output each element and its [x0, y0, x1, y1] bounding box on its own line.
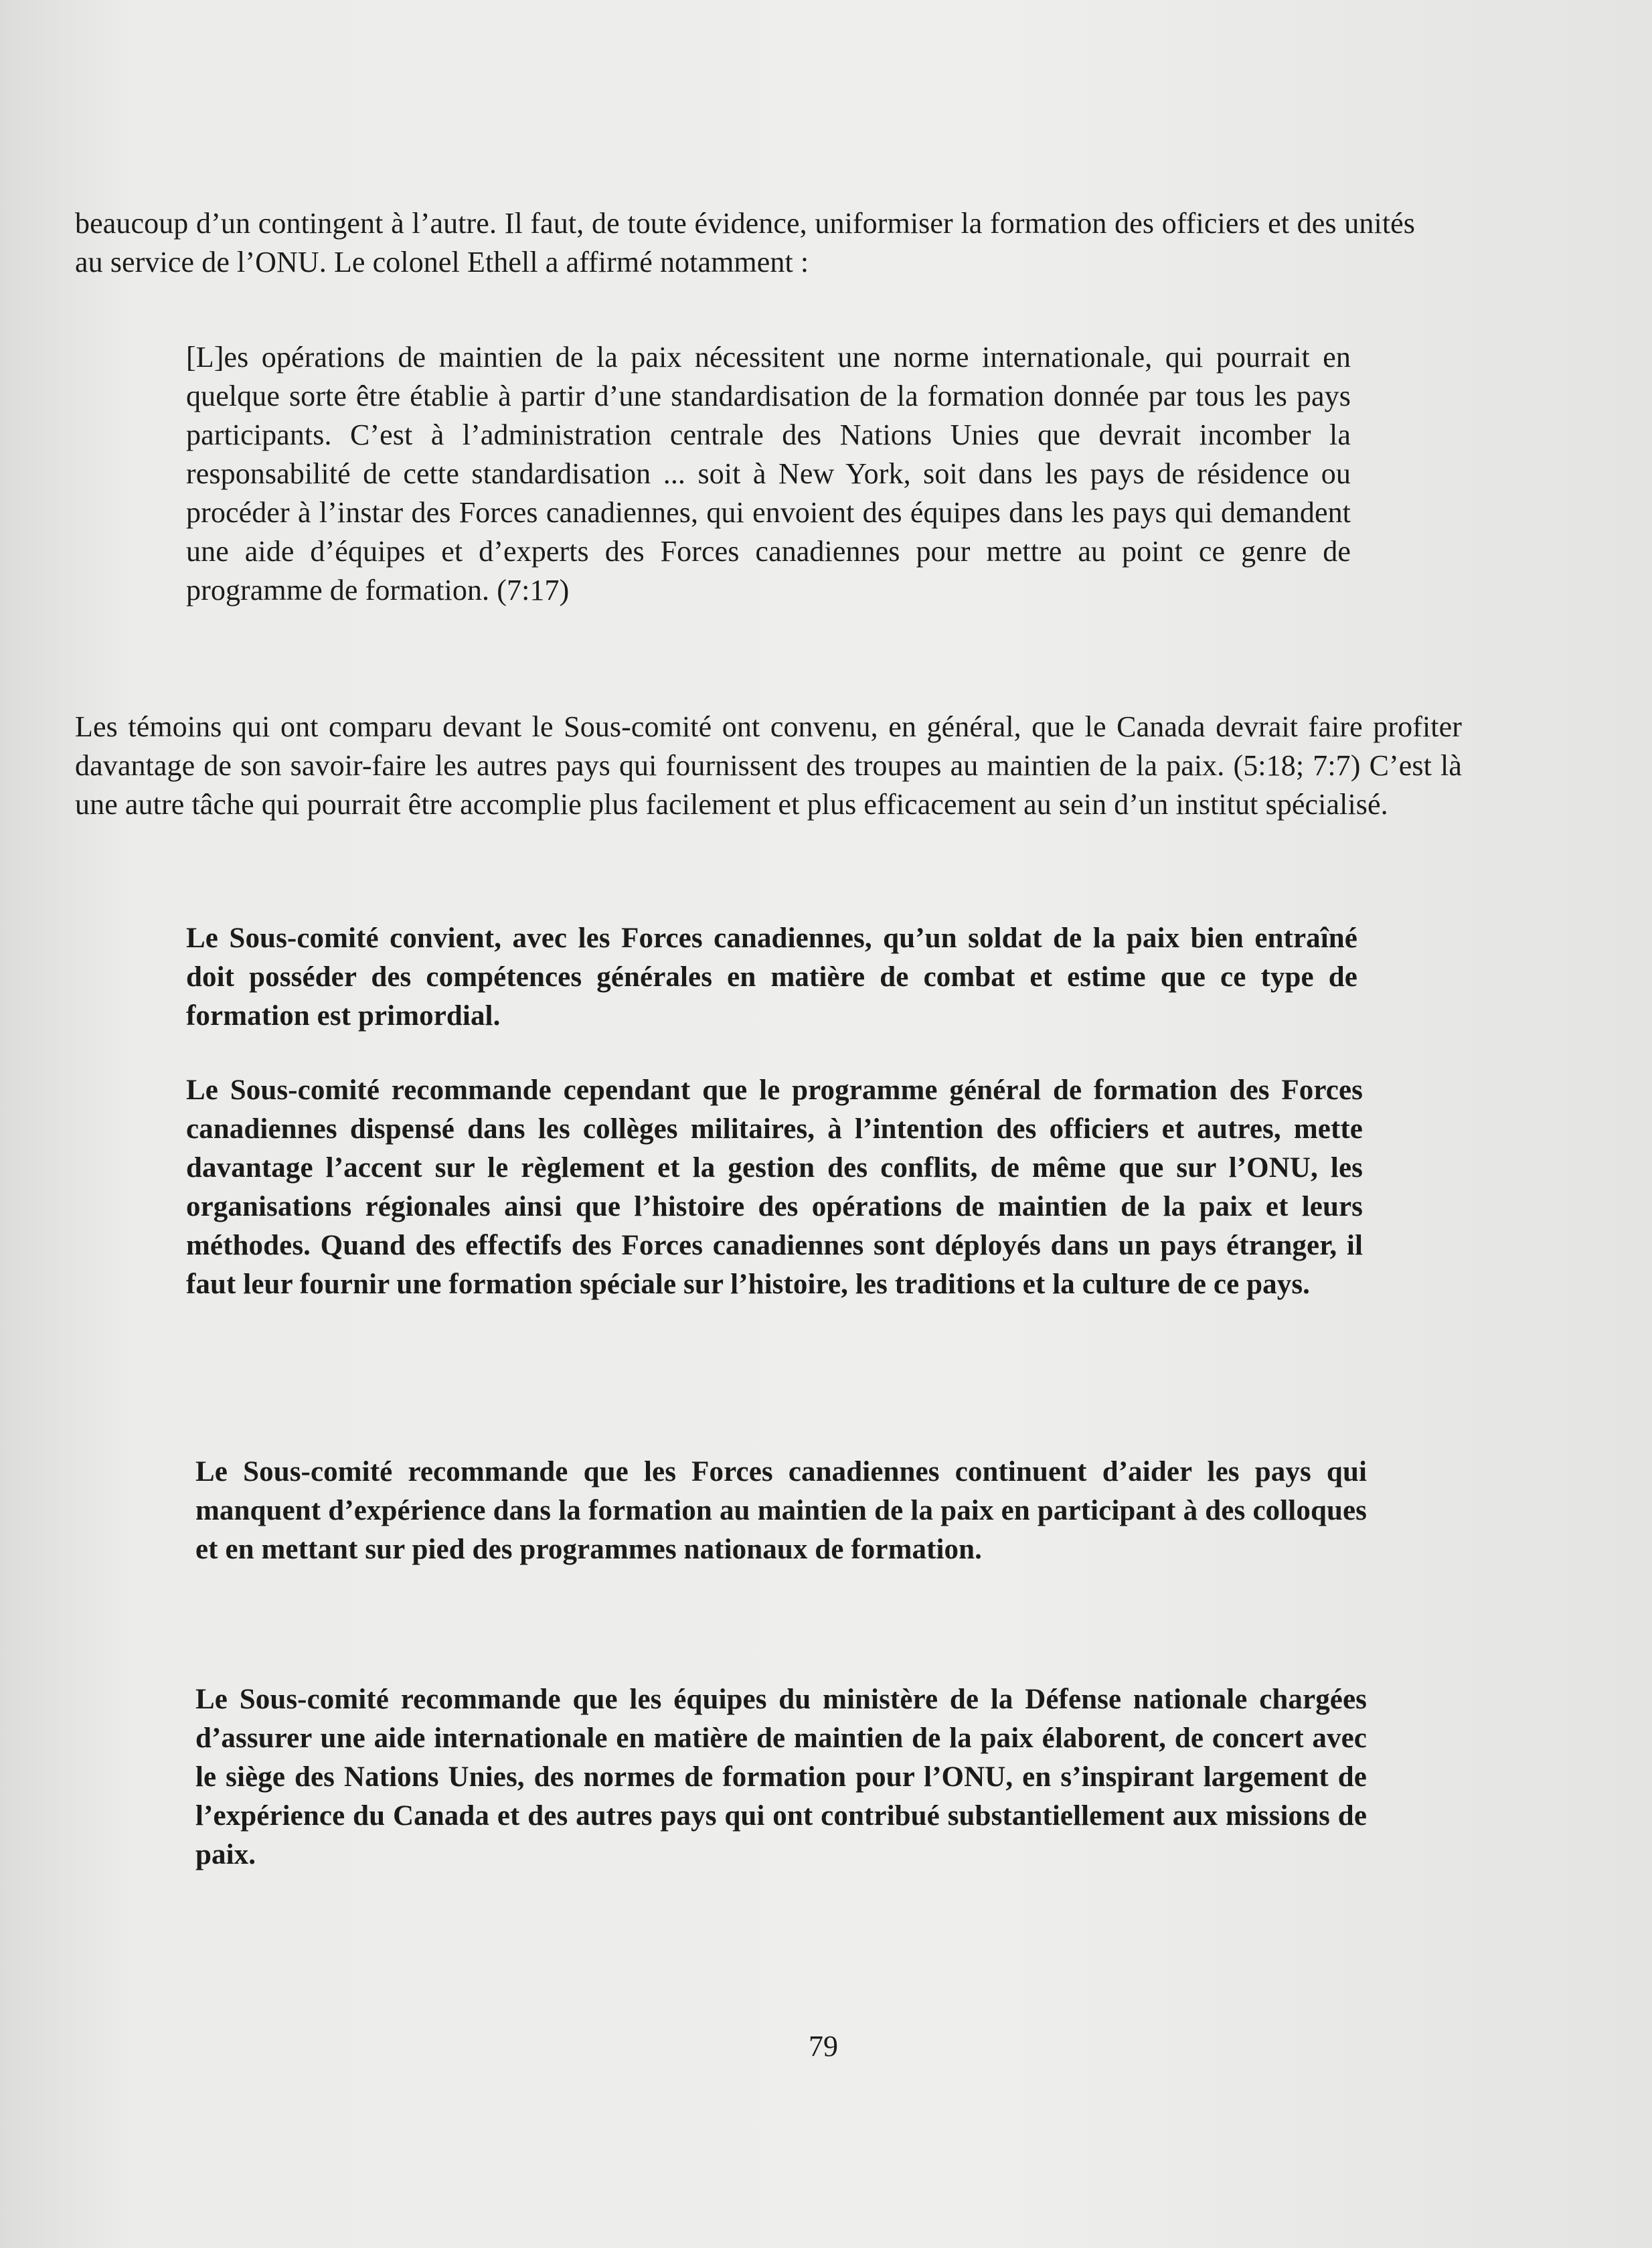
witnesses-paragraph: Les témoins qui ont comparu devant le Sous-comité ont convenu, en général, que le Canada devrait faire profiter davantage de son savoir-faire les autres pays qui fournissent des troupes au maintien de la paix. (5:18; 7:7) C’est là une autre tâche qui pourrait être accomplie plus facilement et plus efficacement au sein d’un institut spécialisé.	[75, 710, 1462, 821]
recommendation-1: Le Sous-comité convient, avec les Forces canadiennes, qu’un soldat de la paix bien entraîné doit posséder des compétences générales en matière de combat et estime que ce type de formation est primordial.	[186, 922, 1357, 1032]
page-number: 79	[809, 2030, 838, 2063]
recommendation-4: Le Sous-comité recommande que les équipes du ministère de la Défense nationale chargées d’assurer une aide internationale en matière de maintien de la paix élaborent, de concert avec le siège des Nations Unies, des normes de formation pour l’ONU, en s’inspirant largement de l’expérience du Canada et des autres pays qui ont contribué substantiellement aux missions de paix.	[195, 1684, 1367, 1870]
intro-paragraph: beaucoup d’un contingent à l’autre. Il faut, de toute évidence, uniformiser la formation des officiers et des unités au service de l’ONU. Le colonel Ethell a affirmé notamment :	[75, 207, 1415, 278]
block-quote: [L]es opérations de maintien de la paix nécessitent une norme internationale, qui pourrait en quelque sorte être établie à partir d’une standardisation de la formation donnée par tous les pays participants. C’est à l’administration centrale des Nations Unies que devrait incomber la responsabilité de cette standardisation ... soit à New York, soit dans les pays de résidence ou procéder à l’instar des Forces canadiennes, qui envoient des équipes dans les pays qui demandent une aide d’équipes et d’experts des Forces canadiennes pour mettre au point ce genre de programme de formation. (7:17)	[186, 341, 1351, 607]
recommendation-2: Le Sous-comité recommande cependant que le programme général de formation des Forces canadiennes dispensé dans les collèges militaires, à l’intention des officiers et autres, mette davantage l’accent sur le règlement et la gestion des conflits, de même que sur l’ONU, les organisations régionales ainsi que l’histoire des opérations de maintien de la paix et leurs méthodes. Quand des effectifs des Forces canadiennes sont déployés dans un pays étranger, il faut leur fournir une formation spéciale sur l’histoire, les traditions et la culture de ce pays.	[186, 1074, 1363, 1300]
recommendation-3: Le Sous-comité recommande que les Forces canadiennes continuent d’aider les pays qui manquent d’expérience dans la formation au maintien de la paix en participant à des colloques et en mettant sur pied des programmes nationaux de formation.	[195, 1456, 1367, 1565]
